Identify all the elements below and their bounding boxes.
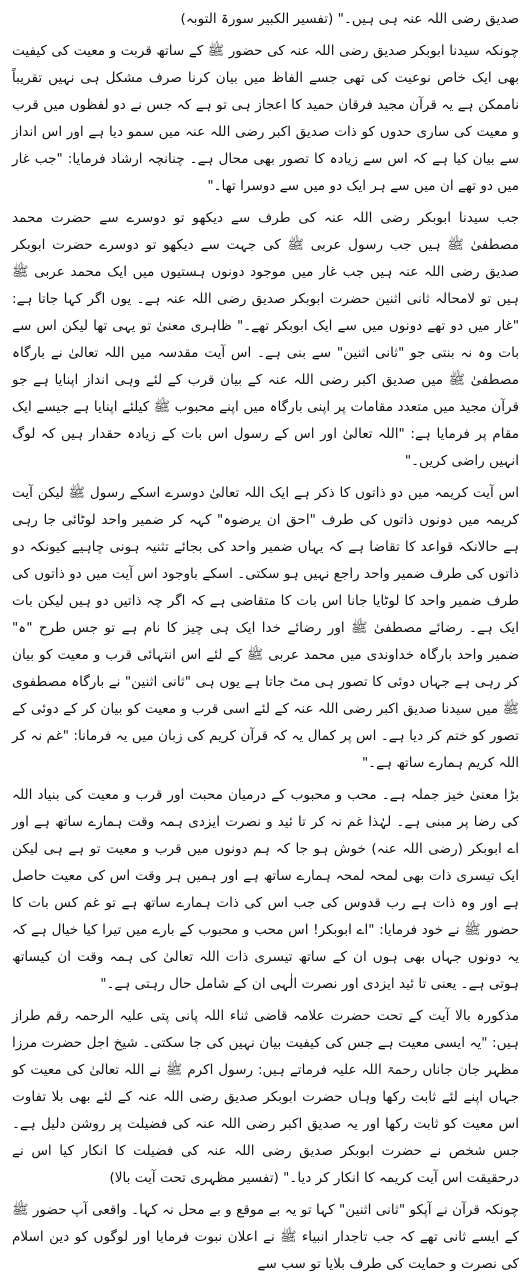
paragraph-4: اس آیت کریمہ میں دو ذاتوں کا ذکر ہے ایک اللہ تعالیٰ دوسرے اسکے رسول ﷺ لیکن آیت کریمہ میں دونوں ذاتوں کی طرف "احق ان یرضوہ" کہہ کر ضمیر واحد لوٹائی جا رہی ہے حالانکہ قواعد کا تقاضا ہے کہ یہاں ضمیر واحد کی بجائے تثنیہ ہونی چاہیے کیونکہ دو ذاتوں کی طرف ضمیر واحد راجع نہیں ہو سکتی۔ اسکے باوجود اس آیت میں دو ذاتوں کی طرف ضمیر واحد کا لوٹایا جانا اس بات کا متقاضی ہے کہ اگر چہ ذاتیں دو ہیں لیکن بات ایک ہے۔ رضائے مصطفیٰ ﷺ اور رضائے خدا ایک ہی چیز کا نام ہے تو جس طرح "ہ" ضمیر واحد بارگاہ خداوندی میں محمد عربی ﷺ کے لئے اس انتہائی قرب و معیت کو بیان کر رہی ہے جہاں دوئی کا تصور ہی مٹ جاتا ہے یوں ہی "ثانی اثنین" نے بارگاہ مصطفوی ﷺ میں سیدنا صدیق اکبر رضی اللہ عنہ کے لئے اسی قرب و معیت کو بیان کر کے دوئی کے تصور کو ختم کر دیا ہے۔ اس پر کمال یہ کہ قرآن کریم کی زبان میں یہ فرمانا: "غم نہ کر اللہ کریم ہمارے ساتھ ہے۔" bbox=[12, 485, 519, 771]
paragraph-2: چونکہ سیدنا ابوبکر صدیق رضی اللہ عنہ کی حضور ﷺ کے ساتھ قربت و معیت کی کیفیت بھی ایک خاص نوعیت کی تھی جسے الفاظ میں بیان کرنا صرف مشکل ہی نہیں تقریباً ناممکن ہے یہ قرآن مجید فرقان حمید کا اعجاز ہی تو ہے کہ جس نے دو لفظوں میں قرب و معیت کی ساری حدوں کو ذات صدیق اکبر رضی اللہ عنہ میں سمو دیا ہے اور اس انداز سے بیان کیا ہے کہ اس سے زیادہ کا تصور بھی محال ہے۔ چنانچہ ارشاد فرمایا: "جب غار میں دو تھے ان میں سے ہر ایک دو میں سے دوسرا تھا۔" bbox=[12, 43, 519, 194]
paragraph-7: چونکہ قرآن نے آپکو "ثانی اثنین" کہا تو یہ بے موقع و بے محل نہ کہا۔ واقعی آپ حضور ﷺ کے ایسے ثانی تھے کہ جب تاجدار انبیاء ﷺ نے اعلان نبوت فرمایا اور لوگوں کو دین اسلام کی نصرت و حمایت کی طرف بلایا تو سب سے bbox=[12, 1202, 519, 1272]
paragraph-5: بڑا معنیٰ خیز جملہ ہے۔ محب و محبوب کے درمیان محبت اور قرب و معیت کی بنیاد اللہ کی رضا پر مبنی ہے۔ لہٰذا غم نہ کر تا ئید و نصرت ایزدی ہمہ وقت ہمارے ساتھ ہے اور اے ابوبکر (رضی اللہ عنہ) خوش ہو جا کہ ہم دونوں میں قرب و معیت تو ہے ہی لیکن ایک تیسری ذات بھی لمحہ لمحہ ہمارے ساتھ ہے اور ہمیں ہر وقت اس کی معیت حاصل ہے اور وہ ذات ہے رب قدوس کی جب اس کی ذات ہمارے ساتھ ہے تو غم کس بات کا حضور ﷺ نے خود فرمایا: "اے ابوبکر! اس محب و محبوب کے بارے میں تیرا کیا خیال ہے کہ یہ دونوں جہاں بھی ہوں ان کے ساتھ تیسری ذات اللہ تعالیٰ کی ہمہ وقت ان کیساتھ ہوتی ہے۔ یعنی تا ئید ایزدی اور نصرت الٰہی ان کے شامل حال رہتی ہے۔" bbox=[12, 787, 519, 992]
paragraph-3: جب سیدنا ابوبکر رضی اللہ عنہ کی طرف سے دیکھو تو دوسرے سے حضرت محمد مصطفیٰ ﷺ ہیں جب رسول عربی ﷺ کی جہت سے دیکھو تو دوسرے حضرت ابوبکر صدیق رضی اللہ عنہ ہیں جب غار میں موجود دونوں ہستیوں میں ایک محمد عربی ﷺ ہیں تو لامحالہ ثانی اثنین حضرت ابوبکر صدیق رضی اللہ عنہ ہے۔ یوں اگر کہا جاتا ہے: "غار میں دو تھے دونوں میں سے ایک ابوبکر تھے۔" ظاہری معنیٰ تو یہی تھا لیکن اس سے بات وہ نہ بنتی جو "ثانی اثنین" سے بنی ہے۔ اس آیت مقدسہ میں اللہ تعالیٰ نے بارگاہ مصطفیٰ ﷺ میں صدیق اکبر رضی اللہ عنہ کے بیان قرب کے لئے وہی انداز اپنایا ہے جو قرآن مجید میں متعدد مقامات پر اپنی بارگاہ میں اپنے محبوب ﷺ کیلئے اپنایا ہے جیسے ایک مقام پر فرمایا ہے: "اللہ تعالیٰ اور اس کے رسول اس بات کے زیادہ حقدار ہیں کہ لوگ انہیں راضی کریں۔" bbox=[12, 210, 519, 469]
paragraph-6: مذکورہ بالا آیت کے تحت حضرت علامہ قاضی ثناء اللہ پانی پتی علیہ الرحمہ رقم طراز ہیں: "یہ ایسی معیت ہے جس کی کیفیت بیان نہیں کی جا سکتی۔ شیخ اجل حضرت مرزا مظہر جان جاناں رحمۃ اللہ علیہ فرماتے ہیں: رسول اکرم ﷺ نے اللہ تعالیٰ کی معیت کو جہاں اپنے لئے ثابت رکھا وہاں حضرت ابوبکر صدیق رضی اللہ عنہ کے لئے بھی بلا تفاوت اس معیت کو ثابت رکھا اور یہ صدیق اکبر رضی اللہ عنہ کی فضیلت پر روشن دلیل ہے۔ جس شخص نے حضرت ابوبکر صدیق رضی اللہ عنہ کی فضیلت کا انکار کیا اس نے درحقیقت اس آیت کریمہ کا انکار کر دیا۔" (تفسیر مظہری تحت آیت بالا) bbox=[12, 1008, 519, 1186]
paragraph-1: صدیق رضی اللہ عنہ ہی ہیں۔" (تفسیر الکبیر سورۃ التوبہ) bbox=[180, 11, 519, 27]
